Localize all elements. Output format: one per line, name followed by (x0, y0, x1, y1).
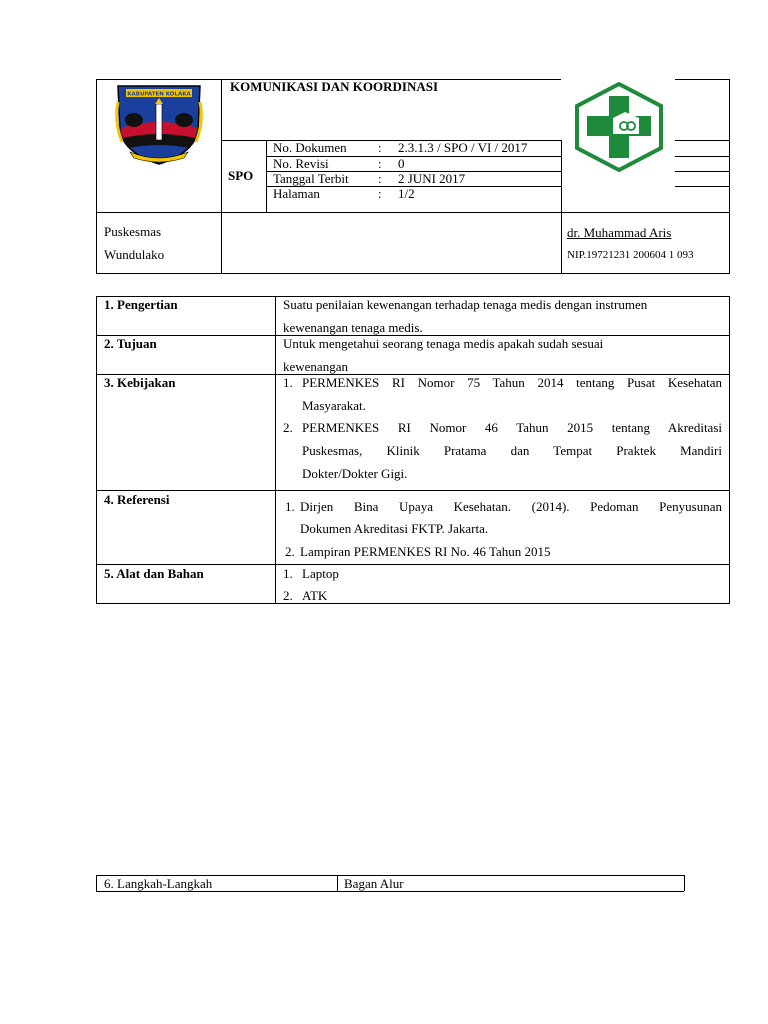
meta-value-terbit: 2 JUNI 2017 (398, 171, 466, 186)
kebijakan-item-1-line-1: PERMENKES RI Nomor 75 Tahun 2014 tentang Pusat Kesehatan (302, 375, 722, 390)
referensi-item-2-num: 2. (285, 544, 295, 559)
section-label-alat: 5. Alat dan Bahan (104, 566, 204, 581)
referensi-item-1-num: 1. (285, 499, 295, 514)
referensi-item-1-line-2: Dokumen Akreditasi FKTP. Jakarta. (300, 521, 489, 536)
meta-value-doc: 2.3.1.3 / SPO / VI / 2017 (398, 140, 528, 155)
kebijakan-item-1-num: 1. (283, 375, 293, 390)
alat-item-1-line-1: Laptop (302, 566, 339, 581)
signer-name: dr. Muhammad Aris (567, 225, 672, 240)
meta-label-terbit: Tanggal Terbit (273, 171, 349, 186)
kebijakan-item-2-line-2: Puskesmas, Klinik Pratama dan Tempat Praktek Mandiri (302, 443, 722, 458)
referensi-item-2-line-1: Lampiran PERMENKES RI No. 46 Tahun 2015 (300, 544, 551, 559)
org-name-line1: Puskesmas (104, 224, 162, 239)
pengertian-line-1: Suatu penilaian kewenangan terhadap tenaga medis dengan instrumen (283, 297, 648, 312)
tujuan-line-2: kewenangan (283, 359, 348, 374)
alat-item-1-num: 1. (283, 566, 293, 581)
meta-sep-halaman: : (378, 186, 382, 201)
meta-sep-terbit: : (378, 171, 382, 186)
meta-value-revisi: 0 (398, 156, 405, 171)
spo-label: SPO (228, 168, 254, 183)
meta-label-doc: No. Dokumen (273, 140, 347, 155)
section-label-referensi: 4. Referensi (104, 492, 170, 507)
steps-header-bagan-alur: Bagan Alur (344, 876, 404, 891)
org-name-line2: Wundulako (104, 247, 165, 262)
kebijakan-item-2-line-3: Dokter/Dokter Gigi. (302, 466, 408, 481)
kebijakan-item-2-num: 2. (283, 420, 293, 435)
section-label-tujuan: 2. Tujuan (104, 336, 157, 351)
puskesmas-logo-icon (573, 82, 665, 172)
regency-label: KABUPATEN KOLAKA (127, 91, 191, 98)
kebijakan-item-2-line-1: PERMENKES RI Nomor 46 Tahun 2015 tentang Akreditasi (302, 420, 722, 435)
pengertian-line-2: kewenangan tenaga medis. (283, 320, 423, 335)
document-title: KOMUNIKASI DAN KOORDINASI (230, 79, 439, 94)
alat-item-2-num: 2. (283, 588, 293, 603)
alat-item-2-line-1: ATK (302, 588, 328, 603)
tujuan-line-1: Untuk mengetahui seorang tenaga medis apakah sudah sesuai (283, 336, 604, 351)
signer-nip: NIP.19721231 200604 1 093 (567, 249, 694, 261)
meta-sep-revisi: : (378, 156, 382, 171)
kebijakan-item-1-line-2: Masyarakat. (302, 398, 366, 413)
meta-label-halaman: Halaman (273, 186, 320, 201)
meta-sep-doc: : (378, 140, 382, 155)
steps-header-langkah: 6. Langkah-Langkah (104, 876, 213, 891)
referensi-item-1-line-1: Dirjen Bina Upaya Kesehatan. (2014). Pedoman Penyusunan (300, 499, 722, 514)
meta-value-halaman: 1/2 (398, 186, 415, 201)
regency-crest-icon (112, 82, 206, 166)
section-label-pengertian: 1. Pengertian (104, 297, 178, 312)
section-label-kebijakan: 3. Kebijakan (104, 375, 176, 390)
meta-label-revisi: No. Revisi (273, 156, 329, 171)
